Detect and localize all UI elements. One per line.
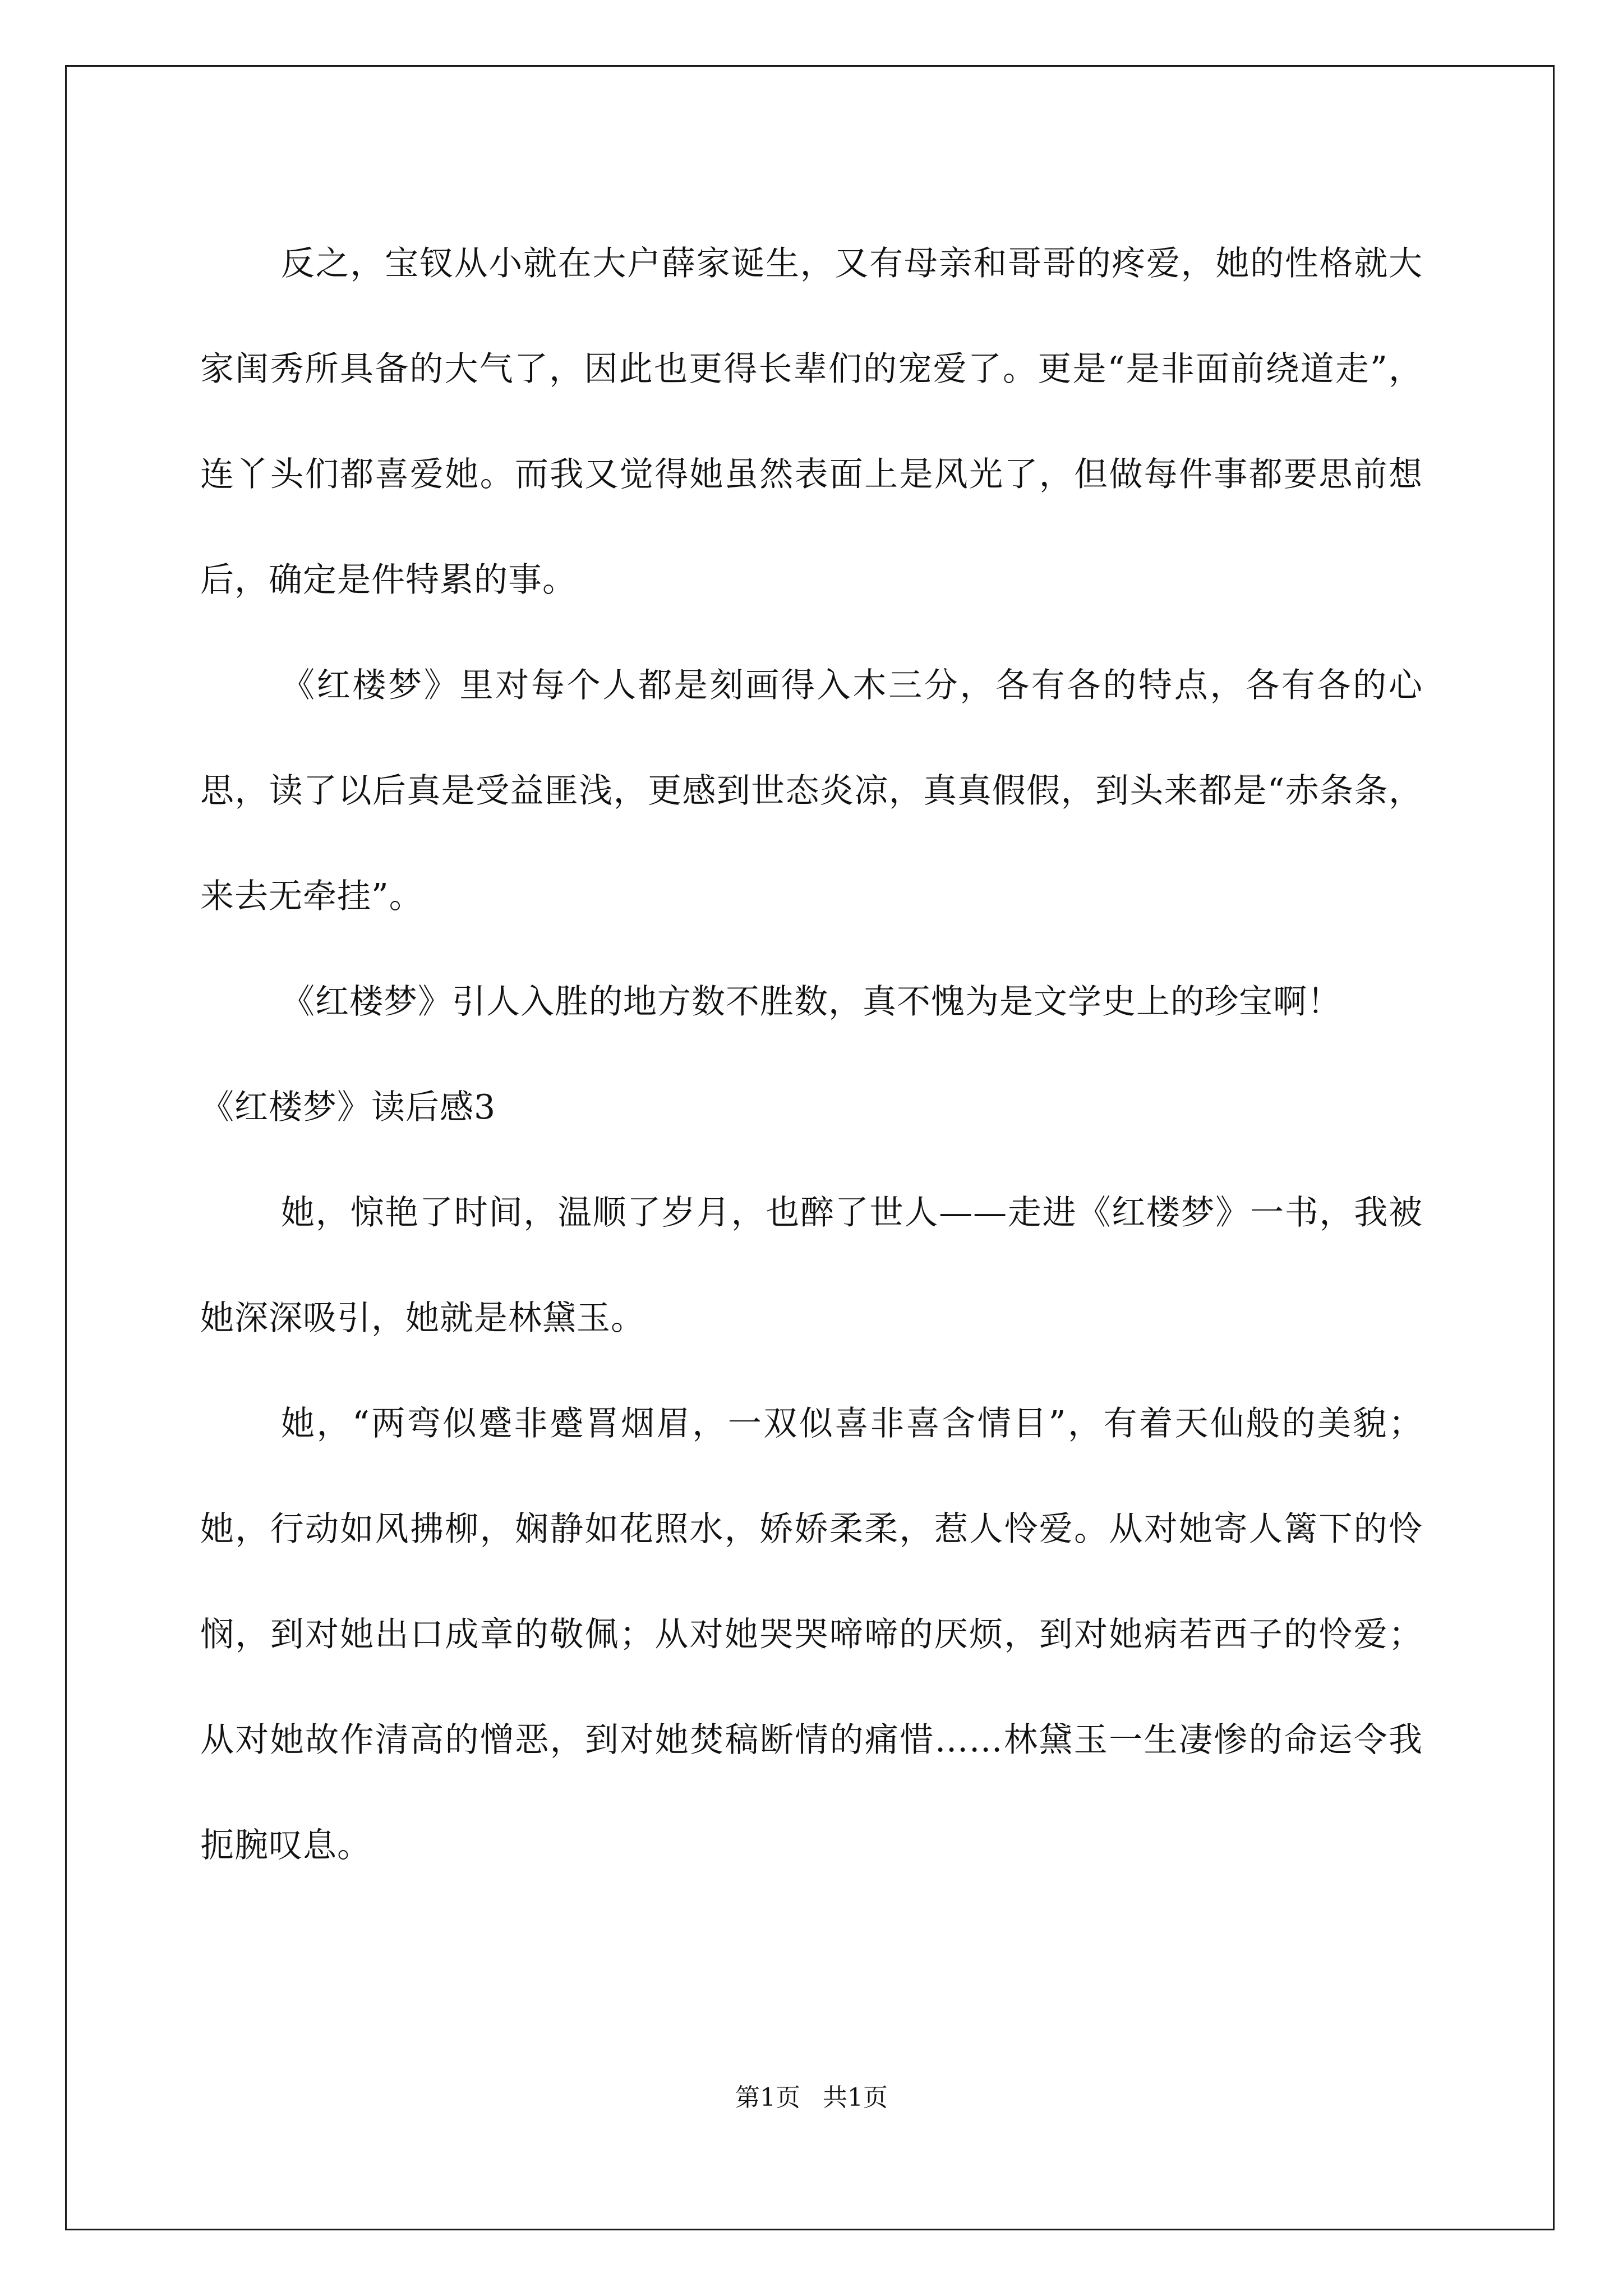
- document-body: [200, 211, 1423, 1898]
- paragraph-treasure: 《红楼梦》引人入胜的地方数不胜数，真不愧为是文学史上的珍宝啊！: [281, 982, 1341, 1022]
- page-total: 共1页: [823, 2083, 888, 2112]
- page-number: 第1页: [735, 2083, 800, 2112]
- paragraph-daiyu-intro: 她，惊艳了时间，温顺了岁月，也醉了世人——走进《红楼梦》一书，我被她深深吸引，她就是林黛玉。: [200, 1193, 1423, 1338]
- paragraph-daiyu-description: 她，“两弯似蹙非蹙罥烟眉，一双似喜非喜含情目”，有着天仙般的美貌；她，行动如风拂柳，娴静如花照水，娇娇柔柔，惹人怜爱。从对她寄人篱下的怜悯，到对她出口成章的敬佩；从对她哭哭啼啼的厌烦，到对她病若西子的怜爱；从对她故作清高的憎恶，到对她焚稿断情的痛惜……林黛玉一生凄惨的命运令我扼腕叹息。: [200, 1404, 1423, 1865]
- page-footer: [0, 2081, 1623, 2115]
- paragraph-baochai: 反之，宝钗从小就在大户薛家诞生，又有母亲和哥哥的疼爱，她的性格就大家闺秀所具备的大气了，因此也更得长辈们的宠爱了。更是“是非面前绕道走”，连丫头们都喜爱她。而我又觉得她虽然表面上是风光了，但做每件事都要思前想后，确定是件特累的事。: [200, 244, 1423, 600]
- paragraph-characters: 《红楼梦》里对每个人都是刻画得入木三分，各有各的特点，各有各的心思，读了以后真是受益匪浅，更感到世态炎凉，真真假假，到头来都是“赤条条，来去无牵挂”。: [200, 666, 1423, 916]
- section-heading: 《红楼梦》读后感3: [200, 1088, 496, 1127]
